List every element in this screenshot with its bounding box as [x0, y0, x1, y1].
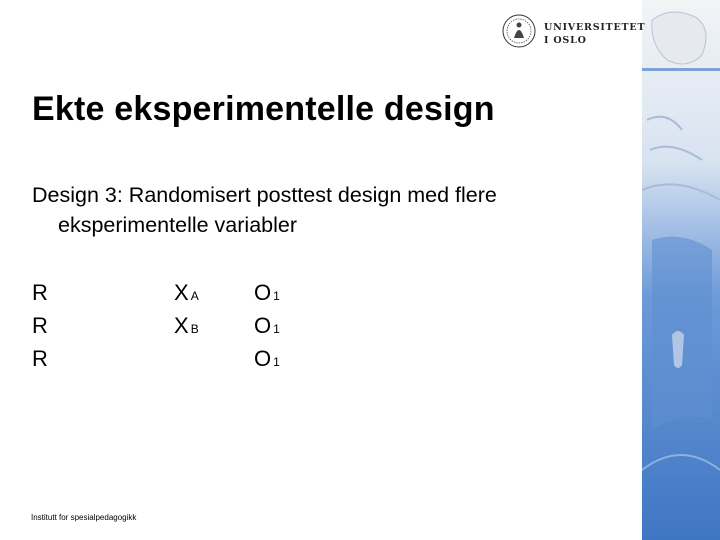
- row3-r: R: [32, 346, 48, 371]
- row3-o-sub: 1: [273, 355, 280, 369]
- university-logo: [502, 14, 646, 52]
- row1-x-main: X: [174, 280, 189, 305]
- row2-x-main: X: [174, 313, 189, 338]
- side-decoration: [642, 0, 720, 540]
- row1-o-main: O: [254, 280, 272, 305]
- row2-r: R: [32, 313, 48, 338]
- slide-subtitle: [32, 180, 592, 240]
- row2-o-main: O: [254, 313, 272, 338]
- logo-text-line2: I OSLO: [544, 35, 587, 46]
- subtitle-line1: Design 3: Randomisert posttest design med flere: [32, 183, 497, 207]
- footer-institute: Institutt for spesialpedagogikk: [31, 513, 137, 522]
- row1-r: R: [32, 280, 48, 305]
- slide-title: Ekte eksperimentelle design: [32, 90, 495, 128]
- row2-o-sub: 1: [273, 322, 280, 336]
- subtitle-line2: eksperimentelle variabler: [58, 213, 297, 237]
- row1-x: [174, 282, 199, 307]
- row2-x-sub: B: [190, 322, 199, 336]
- row3-o-main: O: [254, 346, 272, 371]
- row2-x: [174, 315, 199, 340]
- row1-o-sub: 1: [273, 289, 280, 303]
- logo-text-line1: UNIVERSITETET: [544, 22, 646, 33]
- row1-o: [254, 282, 280, 307]
- row3-o: [254, 348, 280, 373]
- row2-o: [254, 315, 280, 340]
- university-seal-icon: [502, 14, 536, 48]
- row1-x-sub: A: [190, 289, 199, 303]
